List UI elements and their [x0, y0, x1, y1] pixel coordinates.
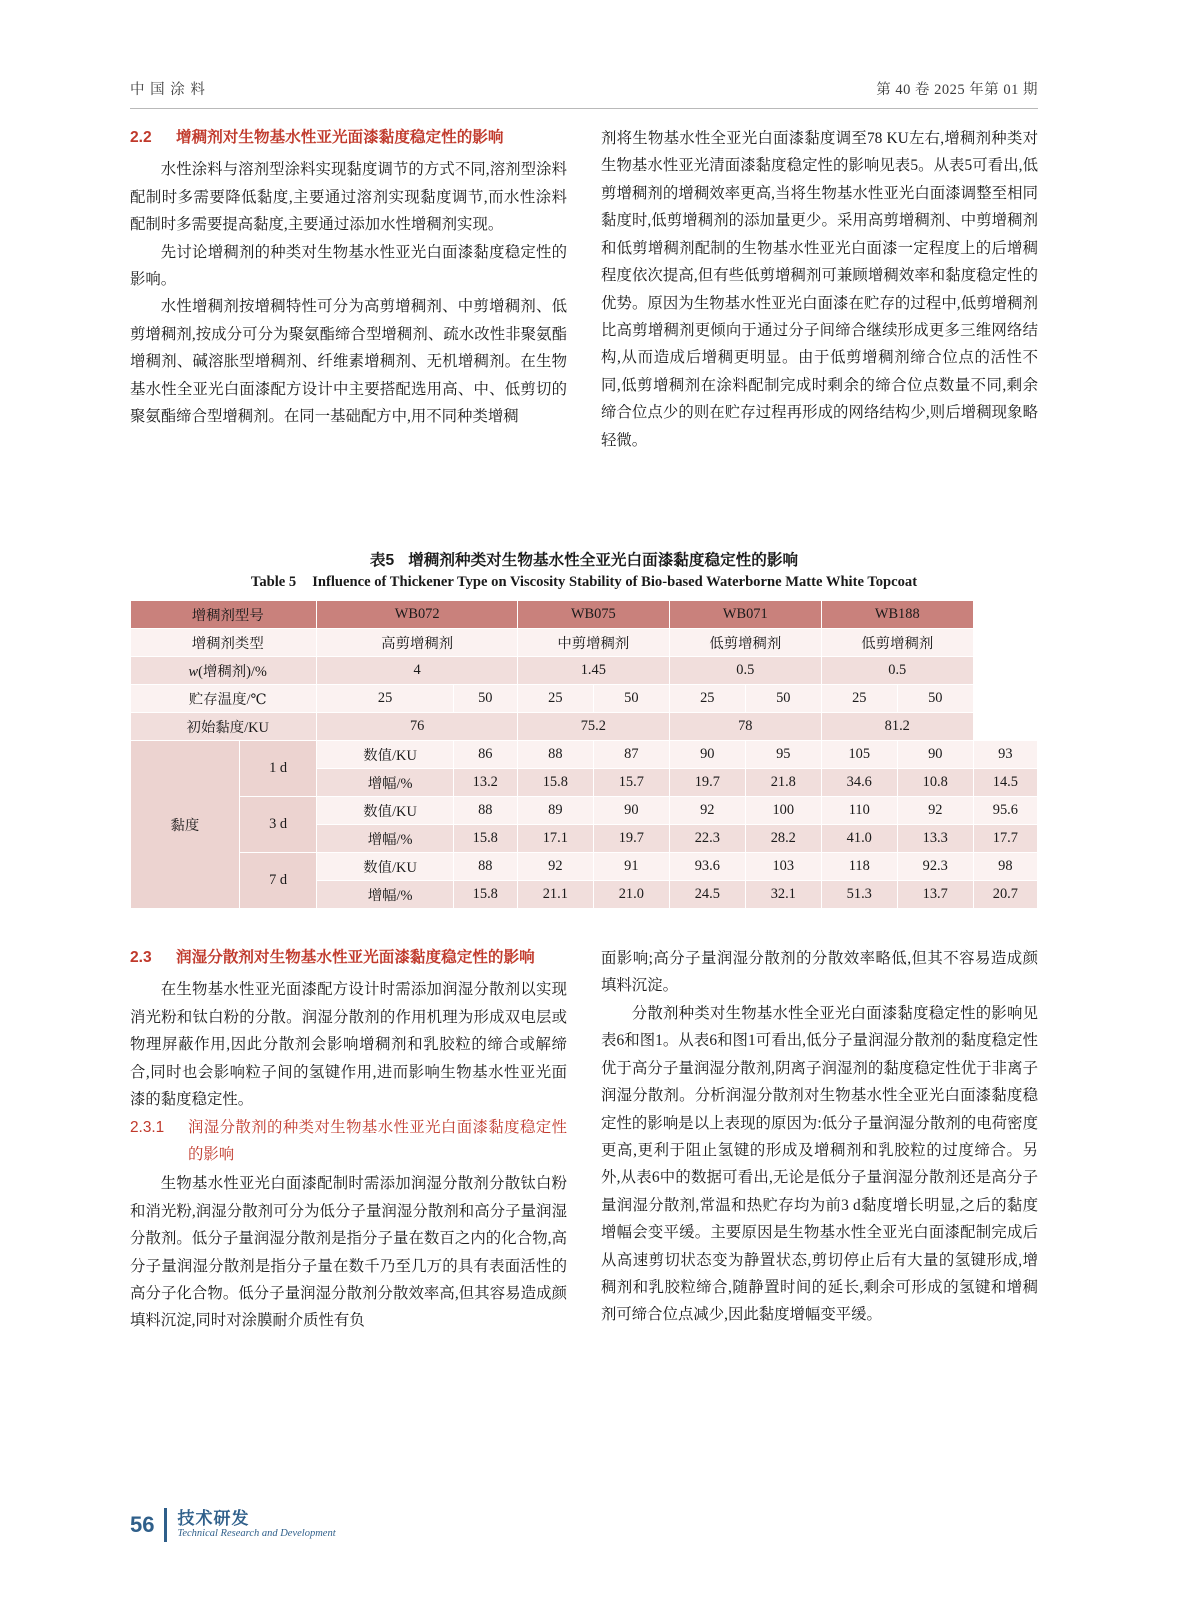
table-row-model: [131, 601, 1038, 629]
section-heading-2-2: [130, 125, 567, 150]
dosage-4: 0.5: [821, 657, 973, 685]
paragraph-7: 面影响;高分子量润湿分散剂的分散效率略低,但其不容易造成颜填料沉淀。: [601, 950, 1038, 995]
paragraph-8: 分散剂种类对生物基水性全亚光白面漆黏度稳定性的影响见表6和图1。从表6和图1可看出,低分子量润湿分散剂的黏度稳定性优于高分子量润湿分散剂,阴离子润湿剂的黏度稳定性优于非离子润湿分散剂。分析润湿分散剂对生物基水性全亚光白面漆黏度稳定性的影响是以上表现的原因为:低分子量润湿分散剂的电荷密度更高,更利于阻止氢键的形成及增稠剂和乳胶粒的过度缔合。另外,从表6中的数据可看出,无论是低分子量润湿分散剂还是高分子量润湿分散剂,常温和热贮存均为前3 d黏度增长明显,之后的黏度增幅会变平缓。主要原因是生物基水性全亚光白面漆配制完成后从高速剪切状态变为静置状态,剪切停止后有大量的氢键形成,增稠剂和乳胶粒缔合,随静置时间的延长,剩余可形成的氢键和增稠剂可缔合位点减少,因此黏度增幅变平缓。: [601, 1004, 1038, 1324]
d1-increase-6: 34.6: [821, 769, 897, 797]
d7-value-4: 93.6: [669, 853, 745, 881]
d7-increase-8: 20.7: [973, 881, 1037, 909]
row-label-temp: 贮存温度/℃: [131, 685, 317, 713]
table-row-type: [131, 629, 1038, 657]
type-2: 中剪增稠剂: [517, 629, 669, 657]
type-1: 高剪增稠剂: [317, 629, 517, 657]
temp-3: 25: [517, 685, 593, 713]
row-label-model: 增稠剂型号: [131, 601, 317, 629]
d3-value-1: 88: [453, 797, 517, 825]
initial-1: 76: [317, 713, 517, 741]
row-label-viscosity: 黏度: [131, 741, 240, 909]
journal-name: 中 国 涂 料: [130, 82, 206, 98]
d7-value-1: 88: [453, 853, 517, 881]
section-title-23: 润湿分散剂对生物基水性亚光面漆黏度稳定性的影响: [176, 949, 535, 966]
table-caption-en: [130, 574, 1038, 591]
d3-value-4: 92: [669, 797, 745, 825]
d7-value-8: 98: [973, 853, 1037, 881]
d1-value-4: 90: [669, 741, 745, 769]
temp-5: 25: [669, 685, 745, 713]
page-number: 56: [130, 1512, 155, 1537]
d3-value-6: 110: [821, 797, 897, 825]
column-top-left: [130, 125, 567, 430]
row-label-initial: 初始黏度/KU: [131, 713, 317, 741]
d7-value-5: 103: [745, 853, 821, 881]
temp-4: 50: [593, 685, 669, 713]
d7-increase-2: 21.1: [517, 881, 593, 909]
d1-increase-3: 15.7: [593, 769, 669, 797]
table-5-block: [130, 548, 1038, 909]
d1-increase-5: 21.8: [745, 769, 821, 797]
table-row-initial: [131, 713, 1038, 741]
header-divider: [130, 108, 1038, 109]
row-label-7d: 7 d: [239, 853, 317, 909]
column-bottom-right: [601, 945, 1038, 1329]
temp-6: 50: [745, 685, 821, 713]
d3-value-3: 90: [593, 797, 669, 825]
footer-text: [177, 1509, 335, 1541]
table-5: [130, 600, 1038, 909]
d3-increase-2: 17.1: [517, 825, 593, 853]
row-label-dosage: w(增稠剂)/%: [131, 657, 317, 685]
d3-increase-5: 28.2: [745, 825, 821, 853]
page-header: [130, 78, 1038, 99]
temp-8: 50: [897, 685, 973, 713]
d7-increase-7: 13.7: [897, 881, 973, 909]
dosage-2: 1.45: [517, 657, 669, 685]
initial-4: 81.2: [821, 713, 973, 741]
section-number: 2.2: [130, 129, 152, 146]
d1-increase-8: 14.5: [973, 769, 1037, 797]
d7-value-3: 91: [593, 853, 669, 881]
temp-7: 25: [821, 685, 897, 713]
paragraph-4: 剂将生物基水性全亚光白面漆黏度调至78 KU左右,增稠剂种类对生物基水性亚光清面漆黏度稳定性的影响见表5。从表5可看出,低剪增稠剂的增稠效率更高,当将生物基水性亚光白面漆调整至相同黏度时,低剪增稠剂的添加量更少。采用高剪增稠剂、中剪增稠剂和低剪增稠剂配制的生物基水性亚光白面漆一定程度上的后增稠程度依次提高,但有些低剪增稠剂可兼顾增稠效率和黏度稳定性的优势。原因为生物基水性亚光白面漆在贮存的过程中,低剪增稠剂比高剪增稠剂更倾向于通过分子间缔合继续形成更多三维网络结构,从而造成后增稠更明显。由于低剪增稠剂缔合位点的活性不同,低剪增稠剂在涂料配制完成时剩余的缔合位点数量不同,剩余缔合位点少的则在贮存过程再形成的网络结构少,则后增稠现象略轻微。: [601, 130, 1038, 449]
metric-label: 数值/KU: [317, 797, 453, 825]
d1-value-7: 90: [897, 741, 973, 769]
d1-value-8: 93: [973, 741, 1037, 769]
section-heading-2-3: [130, 945, 567, 970]
d3-increase-1: 15.8: [453, 825, 517, 853]
d1-increase-4: 19.7: [669, 769, 745, 797]
d7-increase-1: 15.8: [453, 881, 517, 909]
paragraph-6: 生物基水性亚光白面漆配制时需添加润湿分散剂分散钛白粉和消光粉,润湿分散剂可分为低分子量润湿分散剂和高分子量润湿分散剂。低分子量润湿分散剂是指分子量在数百之内的化合物,高分子量润湿分散剂是指分子量在数千乃至几万的具有表面活性的高分子化合物。低分子量润湿分散剂分散效率高,但其容易造成颜填料沉淀,同时对涂膜耐介质性有负: [130, 1175, 567, 1330]
section-number-231: 2.3.1: [130, 1119, 165, 1137]
temp-1: 25: [317, 685, 453, 713]
d1-increase-1: 13.2: [453, 769, 517, 797]
paragraph-2: 先讨论增稠剂的种类对生物基水性亚光白面漆黏度稳定性的影响。: [130, 243, 567, 288]
d7-value-2: 92: [517, 853, 593, 881]
model-wb075: WB075: [517, 601, 669, 629]
d7-increase-6: 51.3: [821, 881, 897, 909]
table-row-1d-value: [131, 741, 1038, 769]
issue-info: 第 40 卷 2025 年第 01 期: [876, 82, 1038, 98]
table-title-en: Influence of Thickener Type on Viscosity Stability of Bio-based Waterborne Matte White Topcoat: [312, 574, 918, 590]
temp-2: 50: [453, 685, 517, 713]
d7-increase-4: 24.5: [669, 881, 745, 909]
footer-title-en: Technical Research and Development: [177, 1528, 336, 1540]
d1-value-6: 105: [821, 741, 897, 769]
metric-label: 增幅/%: [317, 825, 453, 853]
row-label-1d: 1 d: [239, 741, 317, 797]
d3-increase-6: 41.0: [821, 825, 897, 853]
d3-value-5: 100: [745, 797, 821, 825]
table-row-3d-value: [131, 797, 1038, 825]
table-title-cn: 增稠剂种类对生物基水性全亚光白面漆黏度稳定性的影响: [408, 552, 799, 569]
d1-increase-2: 15.8: [517, 769, 593, 797]
metric-label: 数值/KU: [317, 741, 453, 769]
initial-3: 78: [669, 713, 821, 741]
d7-increase-5: 32.1: [745, 881, 821, 909]
d3-increase-7: 13.3: [897, 825, 973, 853]
table-row-temp: [131, 685, 1038, 713]
d3-value-2: 89: [517, 797, 593, 825]
d3-value-8: 95.6: [973, 797, 1037, 825]
table-caption-cn: [130, 548, 1038, 570]
initial-2: 75.2: [517, 713, 669, 741]
d7-increase-3: 21.0: [593, 881, 669, 909]
d3-increase-3: 19.7: [593, 825, 669, 853]
d1-value-2: 88: [517, 741, 593, 769]
paragraph-1: 水性涂料与溶剂型涂料实现黏度调节的方式不同,溶剂型涂料配制时多需要降低黏度,主要通过溶剂实现黏度调节,而水性涂料配制时多需要提高黏度,主要通过添加水性增稠剂实现。: [130, 161, 567, 234]
section-title: 增稠剂对生物基水性亚光面漆黏度稳定性的影响: [176, 129, 504, 146]
table-label-cn: 表5: [369, 552, 395, 569]
section-title-231: 润湿分散剂的种类对生物基水性亚光白面漆黏度稳定性的影响: [188, 1119, 567, 1163]
model-wb072: WB072: [317, 601, 517, 629]
d1-increase-7: 10.8: [897, 769, 973, 797]
dosage-3: 0.5: [669, 657, 821, 685]
d7-value-7: 92.3: [897, 853, 973, 881]
d3-increase-4: 22.3: [669, 825, 745, 853]
column-top-right: [601, 125, 1038, 454]
paragraph-5: 在生物基水性亚光面漆配方设计时需添加润湿分散剂以实现消光粉和钛白粉的分散。润湿分散剂的作用机理为形成双电层或物理屏蔽作用,因此分散剂会影响增稠剂和乳胶粒的缔合或解缔合,同时也会影响粒子间的氢键作用,进而影响生物基水性亚光面漆的黏度稳定性。: [130, 981, 567, 1108]
dosage-1: 4: [317, 657, 517, 685]
metric-label: 增幅/%: [317, 769, 453, 797]
section-heading-2-3-1: [130, 1115, 567, 1168]
metric-label: 增幅/%: [317, 881, 453, 909]
section-number-23: 2.3: [130, 949, 152, 966]
type-3: 低剪增稠剂: [669, 629, 821, 657]
column-bottom-left: [130, 945, 567, 1335]
type-4: 低剪增稠剂: [821, 629, 973, 657]
d1-value-3: 87: [593, 741, 669, 769]
footer-divider: [164, 1508, 167, 1542]
d1-value-5: 95: [745, 741, 821, 769]
row-label-type: 增稠剂类型: [131, 629, 317, 657]
model-wb188: WB188: [821, 601, 973, 629]
table-label-en: Table 5: [250, 574, 297, 590]
table-row-7d-value: [131, 853, 1038, 881]
page-footer: [130, 1508, 336, 1542]
model-wb071: WB071: [669, 601, 821, 629]
row-label-3d: 3 d: [239, 797, 317, 853]
table-row-dosage: [131, 657, 1038, 685]
paragraph-3: 水性增稠剂按增稠特性可分为高剪增稠剂、中剪增稠剂、低剪增稠剂,按成分可分为聚氨酯缔合型增稠剂、疏水改性非聚氨酯增稠剂、碱溶胀型增稠剂、纤维素增稠剂、无机增稠剂。在生物基水性全亚光白面漆配方设计中主要搭配选用高、中、低剪切的聚氨酯缔合型增稠剂。在同一基础配方中,用不同种类增稠: [130, 298, 567, 426]
d7-value-6: 118: [821, 853, 897, 881]
metric-label: 数值/KU: [317, 853, 453, 881]
d1-value-1: 86: [453, 741, 517, 769]
d3-value-7: 92: [897, 797, 973, 825]
d3-increase-8: 17.7: [973, 825, 1037, 853]
footer-title-cn: 技术研发: [177, 1508, 250, 1528]
